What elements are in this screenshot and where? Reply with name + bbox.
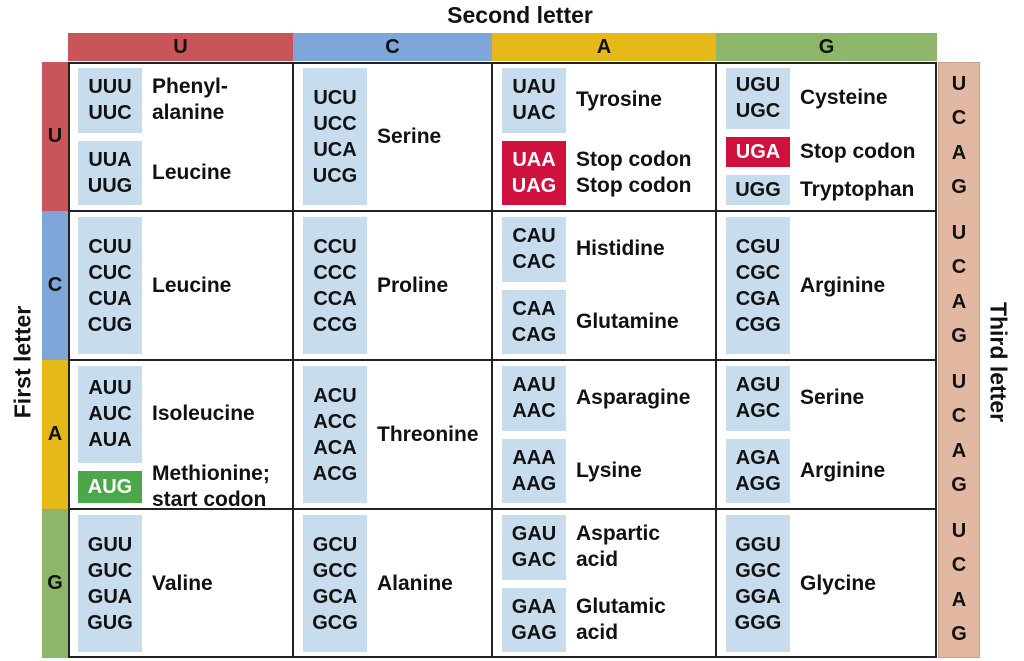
amino-acid-line: Arginine bbox=[800, 458, 886, 482]
codon: GAC bbox=[511, 549, 557, 572]
amino-acid-label bbox=[576, 439, 712, 504]
codon: AUG bbox=[87, 475, 133, 498]
codon: GUC bbox=[87, 559, 133, 582]
amino-acid-label bbox=[576, 366, 712, 431]
codon: CGU bbox=[735, 235, 781, 258]
codon: GGG bbox=[734, 611, 782, 634]
codon: UCC bbox=[313, 112, 357, 135]
codon-box bbox=[502, 290, 566, 355]
codon-box bbox=[502, 217, 566, 282]
codon: GUA bbox=[87, 585, 133, 608]
amino-acid-line: Valine bbox=[152, 571, 213, 595]
amino-acid-label bbox=[152, 366, 289, 463]
amino-acid-label bbox=[800, 439, 933, 504]
codon-box bbox=[78, 68, 142, 133]
codon: UCU bbox=[313, 86, 357, 109]
first-letter-header-u: U bbox=[42, 62, 68, 211]
third-letter-g: G bbox=[951, 175, 967, 198]
codon: GGA bbox=[735, 585, 781, 608]
codon: ACA bbox=[313, 436, 357, 459]
codon-box bbox=[502, 439, 566, 504]
amino-acid-label bbox=[800, 68, 933, 129]
codon-box bbox=[502, 68, 566, 133]
codon-box bbox=[78, 141, 142, 206]
codon: UUA bbox=[88, 148, 132, 171]
codon: UGC bbox=[735, 100, 781, 123]
third-letter-a: A bbox=[951, 141, 967, 164]
first-letter-header-a: A bbox=[42, 360, 68, 509]
codon: CUG bbox=[87, 313, 133, 336]
amino-acid-label bbox=[152, 217, 289, 354]
amino-acid-line: alanine bbox=[152, 101, 225, 125]
codon-box bbox=[303, 217, 367, 354]
codon: GCA bbox=[312, 585, 358, 608]
third-letter-c: C bbox=[951, 256, 967, 279]
codon: CGC bbox=[735, 261, 781, 284]
codon: UGG bbox=[735, 178, 781, 201]
codon: ACG bbox=[312, 462, 358, 485]
amino-acid-label bbox=[576, 141, 712, 206]
amino-acid-line: Alanine bbox=[377, 571, 453, 595]
amino-acid-label bbox=[576, 68, 712, 133]
codon-box bbox=[78, 366, 142, 463]
codon-box bbox=[78, 515, 142, 652]
third-letter-u: U bbox=[951, 520, 967, 542]
amino-acid-line: Glutamine bbox=[576, 309, 679, 333]
codon: CAA bbox=[512, 297, 556, 320]
codon-box bbox=[726, 68, 790, 129]
codon-box bbox=[78, 471, 142, 503]
codon-box bbox=[303, 68, 367, 205]
codon: UCG bbox=[312, 164, 358, 187]
codon: AAC bbox=[512, 400, 556, 423]
codon: GUG bbox=[87, 611, 133, 634]
codon: AUA bbox=[88, 429, 132, 452]
codon: AGC bbox=[735, 400, 781, 423]
codon-box bbox=[502, 366, 566, 431]
codon-box bbox=[502, 141, 566, 206]
amino-acid-line: start codon bbox=[152, 487, 267, 511]
amino-acid-line: Methionine; bbox=[152, 461, 270, 485]
amino-acid-line: Glycine bbox=[800, 571, 876, 595]
codon: GAA bbox=[511, 595, 557, 618]
amino-acid-line: Phenyl- bbox=[152, 75, 228, 99]
third-letter-g: G bbox=[951, 622, 967, 645]
amino-acid-label bbox=[576, 290, 712, 355]
amino-acid-line: Arginine bbox=[800, 273, 886, 297]
codon-box bbox=[726, 515, 790, 652]
codon: AAG bbox=[511, 472, 557, 495]
codon: UAG bbox=[511, 174, 557, 197]
third-letter-u: U bbox=[951, 371, 967, 393]
second-letter-header-c: C bbox=[293, 33, 492, 61]
amino-acid-label bbox=[576, 588, 712, 653]
amino-acid-label bbox=[800, 217, 933, 354]
second-letter-header-g: G bbox=[716, 33, 937, 61]
codon-box bbox=[78, 217, 142, 354]
third-letter-u: U bbox=[951, 73, 967, 95]
amino-acid-line: Stop codon bbox=[800, 139, 916, 163]
grid-row-divider bbox=[68, 359, 937, 361]
codon-box bbox=[726, 217, 790, 354]
third-letter-title: Third letter bbox=[985, 301, 1012, 423]
codon-box bbox=[502, 588, 566, 653]
codon: CUA bbox=[88, 287, 132, 310]
codon-box bbox=[726, 439, 790, 504]
codon: GCU bbox=[312, 533, 358, 556]
codon: AGU bbox=[735, 374, 781, 397]
codon: CGA bbox=[735, 287, 781, 310]
codon: CCC bbox=[313, 261, 357, 284]
amino-acid-line: Serine bbox=[377, 124, 442, 148]
amino-acid-line: Glutamic bbox=[576, 594, 666, 618]
codon: GCC bbox=[312, 559, 358, 582]
codon: UAC bbox=[512, 102, 556, 125]
amino-acid-label bbox=[800, 137, 933, 167]
amino-acid-line: Isoleucine bbox=[152, 402, 255, 426]
codon-box bbox=[726, 366, 790, 431]
codon: GAU bbox=[511, 523, 557, 546]
third-letter-g: G bbox=[951, 473, 967, 496]
second-letter-header-a: A bbox=[492, 33, 716, 61]
second-letter-title: Second letter bbox=[447, 2, 593, 28]
codon: UUC bbox=[88, 102, 132, 125]
third-letter-a: A bbox=[951, 588, 967, 611]
codon-box bbox=[726, 137, 790, 167]
amino-acid-line: Serine bbox=[800, 386, 865, 410]
amino-acid-label bbox=[152, 141, 289, 206]
codon: GGU bbox=[735, 533, 781, 556]
codon: UAU bbox=[512, 76, 556, 99]
codon-box bbox=[726, 175, 790, 205]
first-letter-header-c: C bbox=[42, 211, 68, 360]
codon: UCA bbox=[313, 138, 357, 161]
codon: GCG bbox=[312, 611, 358, 634]
amino-acid-line: Tryptophan bbox=[800, 177, 915, 201]
amino-acid-line: Asparagine bbox=[576, 386, 691, 410]
codon: CUU bbox=[88, 235, 132, 258]
codon: GGC bbox=[735, 559, 781, 582]
codon: UUG bbox=[87, 174, 133, 197]
third-letter-c: C bbox=[951, 554, 967, 577]
codon: UGU bbox=[735, 74, 781, 97]
amino-acid-label bbox=[152, 68, 289, 133]
codon: AAU bbox=[512, 374, 556, 397]
third-letter-title-wrap bbox=[983, 287, 1013, 437]
amino-acid-label bbox=[576, 515, 712, 580]
amino-acid-line: Aspartic bbox=[576, 522, 661, 546]
amino-acid-line: Cysteine bbox=[800, 86, 888, 110]
codon: AGA bbox=[735, 446, 781, 469]
third-letter-u: U bbox=[951, 222, 967, 244]
amino-acid-label bbox=[152, 461, 289, 511]
codon: CCA bbox=[313, 287, 357, 310]
amino-acid-line: Leucine bbox=[152, 273, 232, 297]
codon: AUU bbox=[88, 377, 132, 400]
amino-acid-label bbox=[377, 217, 488, 354]
amino-acid-label bbox=[800, 515, 933, 652]
grid-row-divider bbox=[68, 210, 937, 212]
codon: ACC bbox=[313, 410, 357, 433]
first-letter-header-g: G bbox=[42, 509, 68, 658]
amino-acid-line: Stop codon bbox=[576, 147, 692, 171]
amino-acid-label bbox=[800, 175, 933, 205]
codon: GUU bbox=[87, 533, 133, 556]
codon-box bbox=[502, 515, 566, 580]
amino-acid-line: Stop codon bbox=[576, 173, 692, 197]
third-letter-c: C bbox=[951, 107, 967, 130]
codon: CUC bbox=[88, 261, 132, 284]
codon-box bbox=[303, 515, 367, 652]
codon: CCU bbox=[313, 235, 357, 258]
amino-acid-line: Tyrosine bbox=[576, 88, 662, 112]
amino-acid-label bbox=[152, 515, 289, 652]
codon: UGA bbox=[735, 140, 781, 163]
codon: CAC bbox=[512, 251, 556, 274]
codon: CAU bbox=[512, 225, 556, 248]
codon: UUU bbox=[88, 76, 132, 99]
first-letter-title: First letter bbox=[9, 305, 36, 419]
codon: CCG bbox=[312, 313, 358, 336]
amino-acid-line: acid bbox=[576, 620, 619, 644]
amino-acid-label bbox=[377, 366, 488, 503]
codon: GAG bbox=[511, 621, 557, 644]
codon: UAA bbox=[512, 148, 556, 171]
amino-acid-line: Threonine bbox=[377, 422, 479, 446]
amino-acid-label bbox=[377, 515, 488, 652]
grid-column-divider bbox=[715, 62, 717, 658]
third-letter-a: A bbox=[951, 439, 967, 462]
amino-acid-line: Leucine bbox=[152, 160, 232, 184]
amino-acid-label bbox=[377, 68, 488, 205]
first-letter-title-wrap bbox=[8, 287, 38, 437]
amino-acid-line: Proline bbox=[377, 273, 449, 297]
third-letter-c: C bbox=[951, 405, 967, 428]
amino-acid-line: acid bbox=[576, 548, 619, 572]
third-letter-g: G bbox=[951, 324, 967, 347]
codon: AAA bbox=[512, 446, 556, 469]
codon: AGG bbox=[735, 472, 781, 495]
amino-acid-line: Lysine bbox=[576, 458, 642, 482]
codon: AUC bbox=[88, 403, 132, 426]
codon: CGG bbox=[735, 313, 781, 336]
amino-acid-label bbox=[576, 217, 712, 282]
second-letter-header-u: U bbox=[68, 33, 293, 61]
amino-acid-label bbox=[800, 366, 933, 431]
codon-box bbox=[303, 366, 367, 503]
amino-acid-line: Histidine bbox=[576, 237, 665, 261]
third-letter-a: A bbox=[951, 290, 967, 313]
codon: ACU bbox=[313, 384, 357, 407]
codon: CAG bbox=[511, 323, 557, 346]
